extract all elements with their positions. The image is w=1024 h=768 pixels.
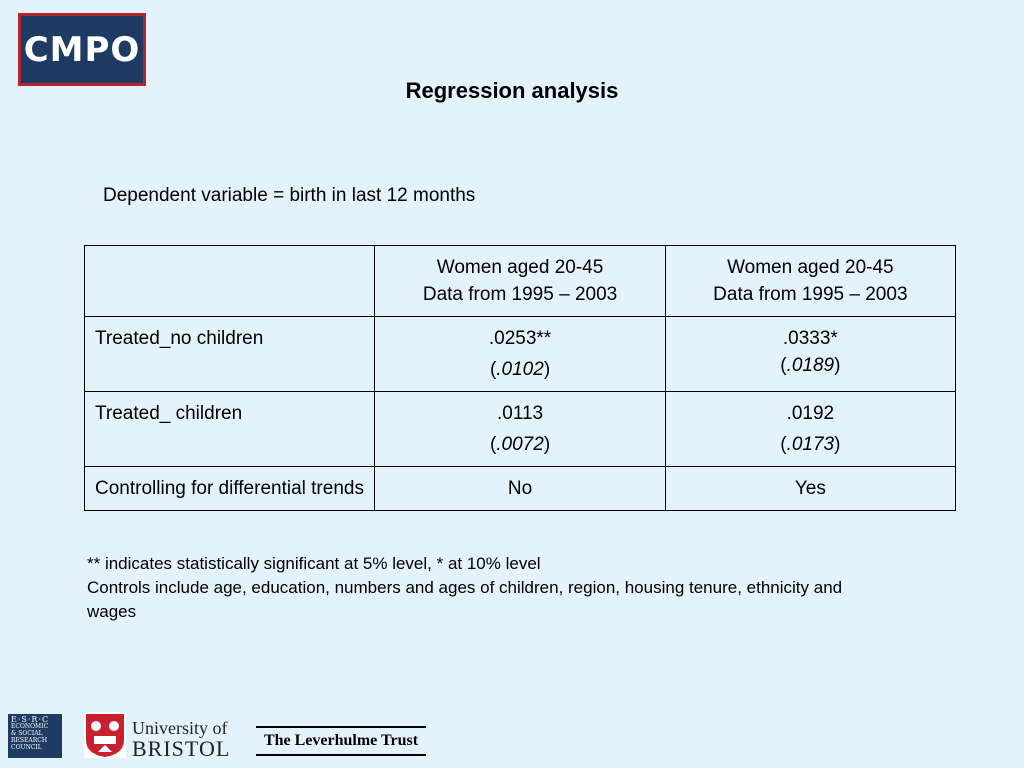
se-value: .0102 (496, 359, 544, 380)
standard-error: (.0102) (489, 359, 551, 380)
esrc-logo-line: COUNCIL (11, 744, 42, 751)
table-row (85, 317, 956, 392)
table-cell (665, 392, 955, 467)
bristol-logo-line1: University of (132, 718, 228, 738)
se-value: .0173 (786, 434, 835, 455)
table-cell (375, 392, 665, 467)
esrc-logo-line: ECONOMIC (11, 723, 49, 730)
footnote-controls: Controls include age, education, numbers and ages of children, region, housing tenure, ethnicity and wages (87, 578, 843, 621)
footnotes (87, 552, 887, 624)
cmpo-logo-text: CMPO (23, 29, 141, 70)
table-cell: No (375, 467, 665, 511)
header-cell-1 (375, 246, 665, 317)
se-value: .0072 (496, 434, 544, 455)
standard-error: (.0072) (489, 434, 551, 455)
cmpo-logo (18, 13, 146, 86)
header-line: Data from 1995 – 2003 (713, 284, 908, 305)
bristol-crest-icon (84, 712, 126, 758)
coefficient: .0253** (488, 328, 552, 349)
table-cell: Yes (665, 467, 955, 511)
coefficient: .0113 (496, 403, 544, 424)
coefficient: .0192 (786, 403, 835, 424)
university-of-bristol-logo (84, 712, 234, 760)
row-label: Treated_ children (85, 392, 375, 467)
header-line: Women aged 20-45 (727, 257, 894, 278)
header-line: Data from 1995 – 2003 (422, 284, 618, 305)
table-row (85, 467, 956, 511)
header-line: Women aged 20-45 (436, 257, 604, 278)
esrc-logo-title: E·S·R·C (11, 715, 50, 724)
regression-table (84, 245, 956, 511)
table-cell (665, 317, 955, 392)
table-cell (375, 317, 665, 392)
standard-error: (.0189) (780, 355, 841, 376)
esrc-logo-line: & SOCIAL (11, 730, 43, 737)
bristol-logo-line2: BRISTOL (132, 736, 231, 761)
header-cell-2 (665, 246, 955, 317)
table-header-row (85, 246, 956, 317)
header-empty-cell (85, 246, 375, 317)
leverhulme-trust-logo: The Leverhulme Trust (256, 726, 426, 756)
footer-logos (0, 710, 1024, 768)
dependent-variable-text: Dependent variable = birth in last 12 months (103, 185, 476, 206)
se-value: .0189 (786, 355, 835, 376)
esrc-logo-line: RESEARCH (11, 737, 48, 744)
standard-error: (.0173) (780, 434, 841, 455)
row-label: Controlling for differential trends (85, 467, 375, 511)
slide-title: Regression analysis (405, 78, 619, 103)
footnote-significance: ** indicates statistically significant at 5% level, * at 10% level (87, 554, 541, 573)
table-row (85, 392, 956, 467)
esrc-logo (8, 714, 62, 758)
coefficient: .0333* (782, 328, 838, 349)
row-label: Treated_no children (85, 317, 375, 392)
